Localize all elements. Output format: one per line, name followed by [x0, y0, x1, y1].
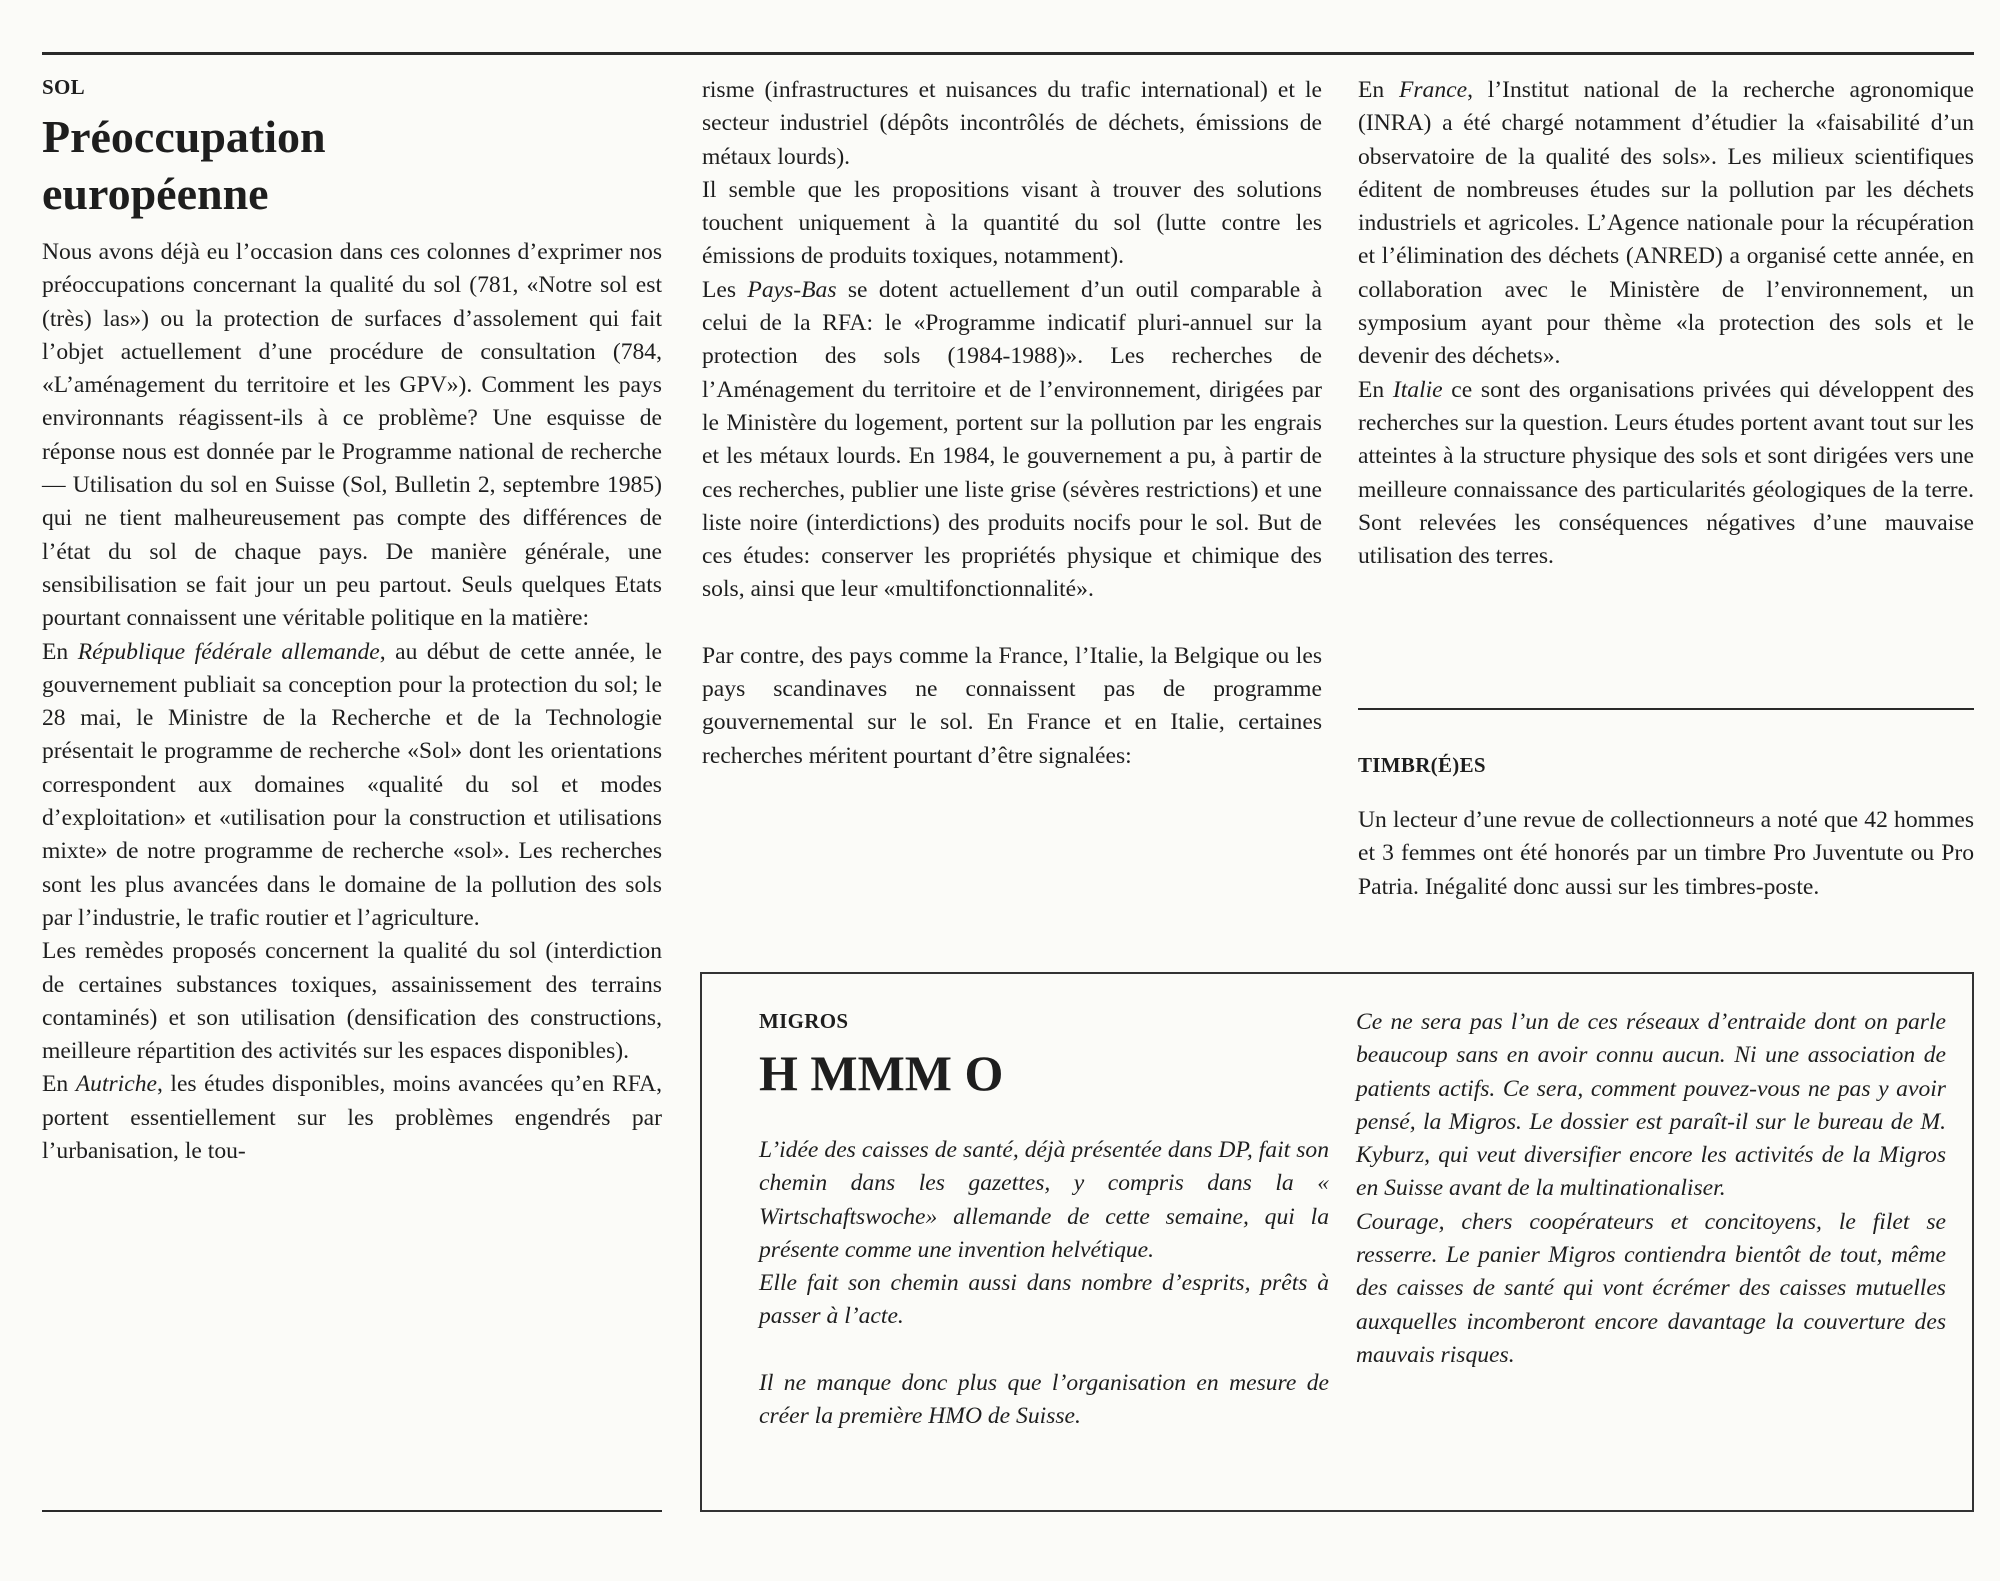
paragraph-italie: En Italie ce sont des organisations privées qui développent des recherches sur la question. Leurs études portent avant tout sur les atteintes à la structure physique des sols et sont dirigées vers une meilleure connaissance des particularités géologiques de la terre. Sont relevées les conséquences négatives d’une mauvaise utilisation des terres. — [1358, 376, 1974, 570]
paragraph-rfa: En République fédérale allemande, au début de cette année, le gouvernement publiait sa conception pour la protection du sol; le 28 mai, le Ministre de la Recherche et de la Technologie présentait le programme de recherche «Sol» dont les orientations correspondent aux domaines «qualité du sol et modes d’exploitation» et «utilisation pour la construction et utilisations mixte» de notre programme de recherche «sol». Les recherches sont les plus avancées dans le domaine de la pollution des sols par l’industrie, le trafic routier et l’agriculture. — [42, 638, 662, 931]
country-name: Autriche — [75, 1071, 157, 1098]
paragraph: L’idée des caisses de santé, déjà présentée dans DP, fait son chemin dans les gazettes, y compris dans la « Wirtschaftswoche» allemande de cette semaine, qui la présente comme une invention helvétique. — [759, 1137, 1329, 1263]
country-name: République fédérale allemande — [77, 638, 380, 665]
paragraph: Il semble que les propositions visant à trouver des solutions touchent uniquement à la quantité du sol (lutte contre les émissions de produits toxiques, notamment). — [702, 176, 1322, 270]
column-3-divider-rule — [1358, 708, 1974, 710]
paragraph-autriche: En Autriche, les études disponibles, moins avancées qu’en RFA, portent essentiellement sur les problèmes engendrés par l’urbanisation, le tou- — [42, 1071, 662, 1165]
column-1-bottom-rule — [42, 1510, 662, 1512]
spacer — [759, 1334, 1329, 1367]
paragraph: Ce ne sera pas l’un de ces réseaux d’entraide dont on parle beaucoup sans en avoir connu aucun. Ni une association de patients actifs. Ce sera, comment pouvez-vous ne pas y avoir pensé, la Migros. Le dossier est paraît-il sur le bureau de M. Kyburz, qui veut diversifier encore les activités de la Migros en Suisse avant de la multinationaliser. — [1356, 1009, 1946, 1202]
paragraph: Courage, chers coopérateurs et concitoyens, le filet se resserre. Le panier Migros contiendra bientôt de tout, même des caisses de santé qui vont écrémer des caisses mutuelles auxquelles incomberont encore davantage la couverture des mauvais risques. — [1356, 1208, 1946, 1368]
section-kicker-sol: SOL — [42, 75, 85, 99]
article-title-line-2: européenne — [42, 168, 269, 219]
paragraph: Par contre, des pays comme la France, l’Italie, la Belgique ou les pays scandinaves ne connaissent pas de programme gouvernemental sur le sol. En France et en Italie, certaines recherches méritent pourtant d’être signalées: — [702, 642, 1322, 769]
spacer — [702, 607, 1322, 640]
migros-box — [700, 972, 1974, 1512]
paragraph-pays-bas: Les Pays-Bas se dotent actuellement d’un outil comparable à celui de la RFA: le «Programme indicatif pluri-annuel sur la protection des sols (1984-1988)». Les recherches de l’Aménagement du territoire et de l’environnement, dirigées par le Ministère du logement, portent sur la pollution par les engrais et les métaux lourds. En 1984, le gouvernement a pu, à partir de ces recherches, publier une liste grise (sévères restrictions) et une liste noire (interdictions) des produits nocifs pour le sol. But de ces études: conserver les propriétés physique et chimique des sols, ainsi que leur «multifonctionnalité». — [702, 276, 1323, 603]
column-1 — [42, 74, 662, 1168]
migros-right-column — [1356, 1006, 1946, 1372]
timbres-body: Un lecteur d’une revue de collectionneurs a noté que 42 hommes et 3 femmes ont été honorés par un timbre Pro Juventute ou Pro Patria. Inégalité donc aussi sur les timbres-poste. — [1358, 807, 1974, 900]
column-3 — [1358, 74, 1974, 573]
article-title — [42, 108, 662, 222]
country-name: Pays-Bas — [747, 276, 837, 303]
country-name: France — [1398, 77, 1468, 103]
timbres-section — [1358, 752, 1974, 904]
paragraph: Elle fait son chemin aussi dans nombre d’esprits, prêts à passer à l’acte. — [759, 1270, 1329, 1330]
paragraph-france: En France, l’Institut national de la recherche agronomique (INRA) a été chargé notamment d’étudier la «faisabilité d’un observatoire de la qualité des sols». Les milieux scientifiques éditent de nombreuses études sur la pollution par les déchets industriels et agricoles. L’Agence nationale pour la récupération et l’élimination des déchets (ANRED) a organisé cette année, en collaboration avec le Ministère de l’environnement, un symposium ayant pour thème «la protection des sols et le devenir des déchets». — [1358, 77, 1975, 370]
top-rule — [42, 52, 1974, 55]
spacer — [1358, 778, 1974, 804]
paragraph: Les remèdes proposés concernent la qualité du sol (interdiction de certaines substances toxiques, assainissement des terrains contaminés) et son utilisation (densification des constructions, meilleure répartition des activités sur les espaces disponibles). — [42, 938, 662, 1065]
paragraph: risme (infrastructures et nuisances du trafic international) et le secteur industriel (dépôts incontrôlés de déchets, émissions de métaux lourds). — [702, 77, 1322, 170]
section-kicker-timbres: TIMBR(É)ES — [1358, 753, 1486, 777]
paragraph: Nous avons déjà eu l’occasion dans ces colonnes d’exprimer nos préoccupations concernant la qualité du sol (781, «Notre sol est (très) las») ou la protection de surfaces d’assolement qui fait l’objet actuellement d’une procédure de consultation (784, «L’aménagement du territoire et les GPV»). Comment les pays environnants réagissent-ils à ce problème? Une esquisse de réponse nous est donnée par le Programme national de recherche — Utilisation du sol en Suisse (Sol, Bulletin 2, septembre 1985) qui ne tient malheureusement pas compte des différences de l’état du sol de chaque pays. De manière générale, une sensibilisation se fait jour un peu partout. Seuls quelques Etats pourtant connaissent une véritable politique en la matière: — [42, 239, 662, 632]
country-name: Italie — [1392, 376, 1443, 403]
article-title-line-1: Préoccupation — [42, 111, 326, 162]
migros-title: H MMM O — [759, 1045, 1004, 1101]
column-2 — [702, 74, 1322, 773]
migros-left-column — [759, 1008, 1329, 1433]
section-kicker-migros: MIGROS — [759, 1009, 849, 1033]
paragraph: Il ne manque donc plus que l’organisation en mesure de créer la première HMO de Suisse. — [759, 1369, 1329, 1430]
